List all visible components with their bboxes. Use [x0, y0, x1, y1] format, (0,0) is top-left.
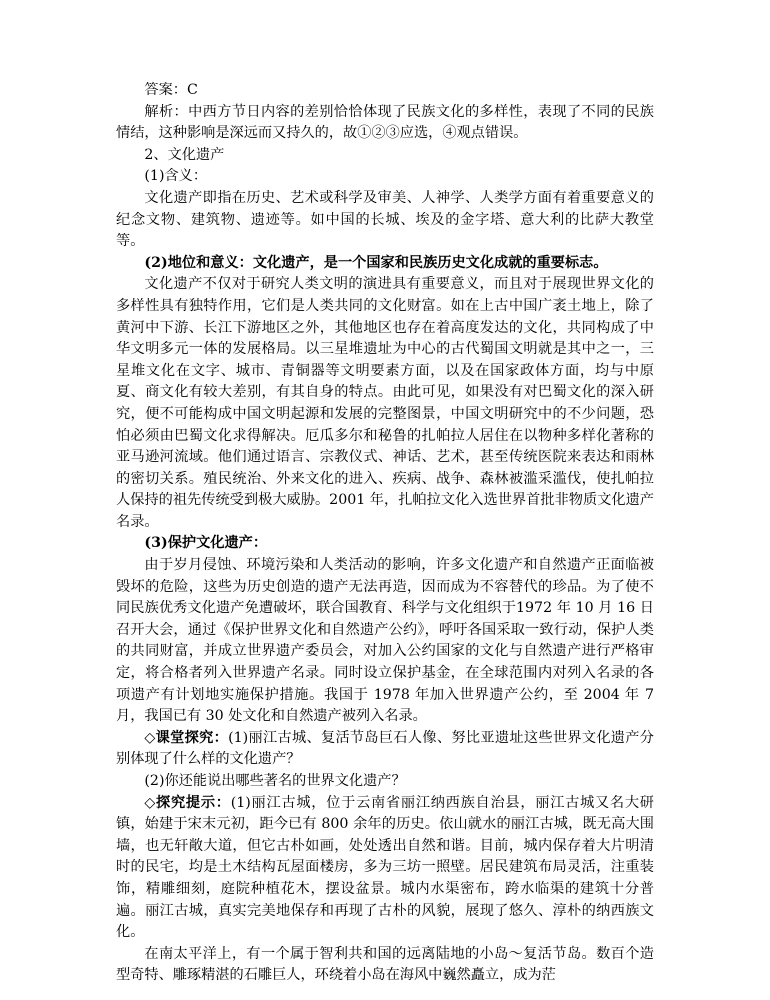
- section-heading: 2、文化遗产: [144, 146, 225, 163]
- protection-heading: (3)保护文化遗产：: [144, 535, 268, 552]
- hint-paragraph: [116, 793, 654, 944]
- explore-question-1-text: (1)丽江古城、复活节岛巨石人像、努比亚遗址这些世界文化遗产分别体现了什么样的文化遗产？: [116, 729, 654, 768]
- definition-paragraph: 文化遗产即指在历史、艺术或科学及审美、人神学、人类学方面有着重要意义的纪念文物、建筑物、遗迹等。如中国的长城、埃及的金字塔、意大利的比萨大教堂等。: [116, 189, 654, 250]
- hint-label: ◇探究提示：: [144, 794, 231, 811]
- explore-question-1: [116, 728, 654, 771]
- definition-heading: (1)含义：: [144, 168, 208, 185]
- explore-question-2: (2)你还能说出哪些著名的世界文化遗产？: [144, 773, 406, 789]
- analysis-paragraph: 解析：中西方节日内容的差别恰恰体现了民族文化的多样性，表现了不同的民族情结，这种影响是深远而又持久的，故①②③应选，④观点错误。: [116, 103, 654, 142]
- significance-heading: (2)地位和意义：文化遗产，是一个国家和民族历史文化成就的重要标志。: [144, 254, 608, 271]
- answer-line: 答案：C: [144, 82, 198, 98]
- explore-label: ◇课堂探究：: [144, 729, 229, 746]
- protection-paragraph: 由于岁月侵蚀、环境污染和人类活动的影响，许多文化遗产和自然遗产正面临被毁坏的危险，这些为历史创造的遗产无法再造，因而成为不容替代的珍品。为了使不同民族优秀文化遗产免遭破坏，联合国教育、科学与文化组织于1972 年 10 月 16 日召开大会，通过《保护世界文化和自然遗产公约》，呼吁各国采取一致行动，保护人类的共同财富，并成立世界遗产委员会，对加入公约国家的文化与自然遗产进行严格审定，将合格者列入世界遗产名录。同时设立保护基金，在全球范围内对列入名录的各项遗产有计划地实施保护措施。我国于 1978 年加入世界遗产公约，至 2004 年 7 月，我国已有 30 处文化和自然遗产被列入名录。: [116, 557, 654, 725]
- easter-island-paragraph: 在南太平洋上，有一个属于智利共和国的远离陆地的小岛～复活节岛。数百个造型奇特、雕琢精湛的石雕巨人，环绕着小岛在海风中巍然矗立，成为茫: [116, 945, 654, 984]
- significance-paragraph: 文化遗产不仅对于研究人类文明的演进具有重要意义，而且对于展现世界文化的多样性具有独特作用，它们是人类共同的文化财富。如在上古中国广袤土地上，除了黄河中下游、长江下游地区之外，其他地区也存在着高度发达的文化，共同构成了中华文明多元一体的发展格局。以三星堆遗址为中心的古代蜀国文明就是其中之一，三星堆文化在文字、城市、青铜器等文明要素方面，以及在国家政体方面，均与中原夏、商文化有较大差别，有其自身的特点。由此可见，如果没有对巴蜀文化的深入研究，便不可能构成中国文明起源和发展的完整图景，中国文明研究中的不少问题，恐怕必须由巴蜀文化求得解决。厄瓜多尔和秘鲁的扎帕拉人居住在以物种多样化著称的亚马逊河流域。他们通过语言、宗教仪式、神话、艺术，甚至传统医院来表达和雨林的密切关系。殖民统治、外来文化的进入、疾病、战争、森林被滥采滥伐，使扎帕拉人保持的祖先传统受到极大威胁。2001 年，扎帕拉文化入选世界首批非物质文化遗产名录。: [116, 276, 654, 530]
- hint-text: (1)丽江古城，位于云南省丽江纳西族自治县，丽江古城又名大研镇，始建于宋末元初，距今已有 800 余年的历史。依山就水的丽江古城，既无高大围墙，也无轩敞大道，但它古朴如画，处处透出自然和谐。目前，城内保存着大片明清时的民宅，均是土木结构瓦屋面楼房，多为三坊一照壁。居民建筑布局灵活，注重装饰，精雕细刻，庭院种植花木，摆设盆景。城内水渠密布，跨水临渠的建筑十分普遍。丽江古城，真实完美地保存和再现了古朴的风貌，展现了悠久、淳朴的纳西族文化。: [116, 794, 654, 941]
